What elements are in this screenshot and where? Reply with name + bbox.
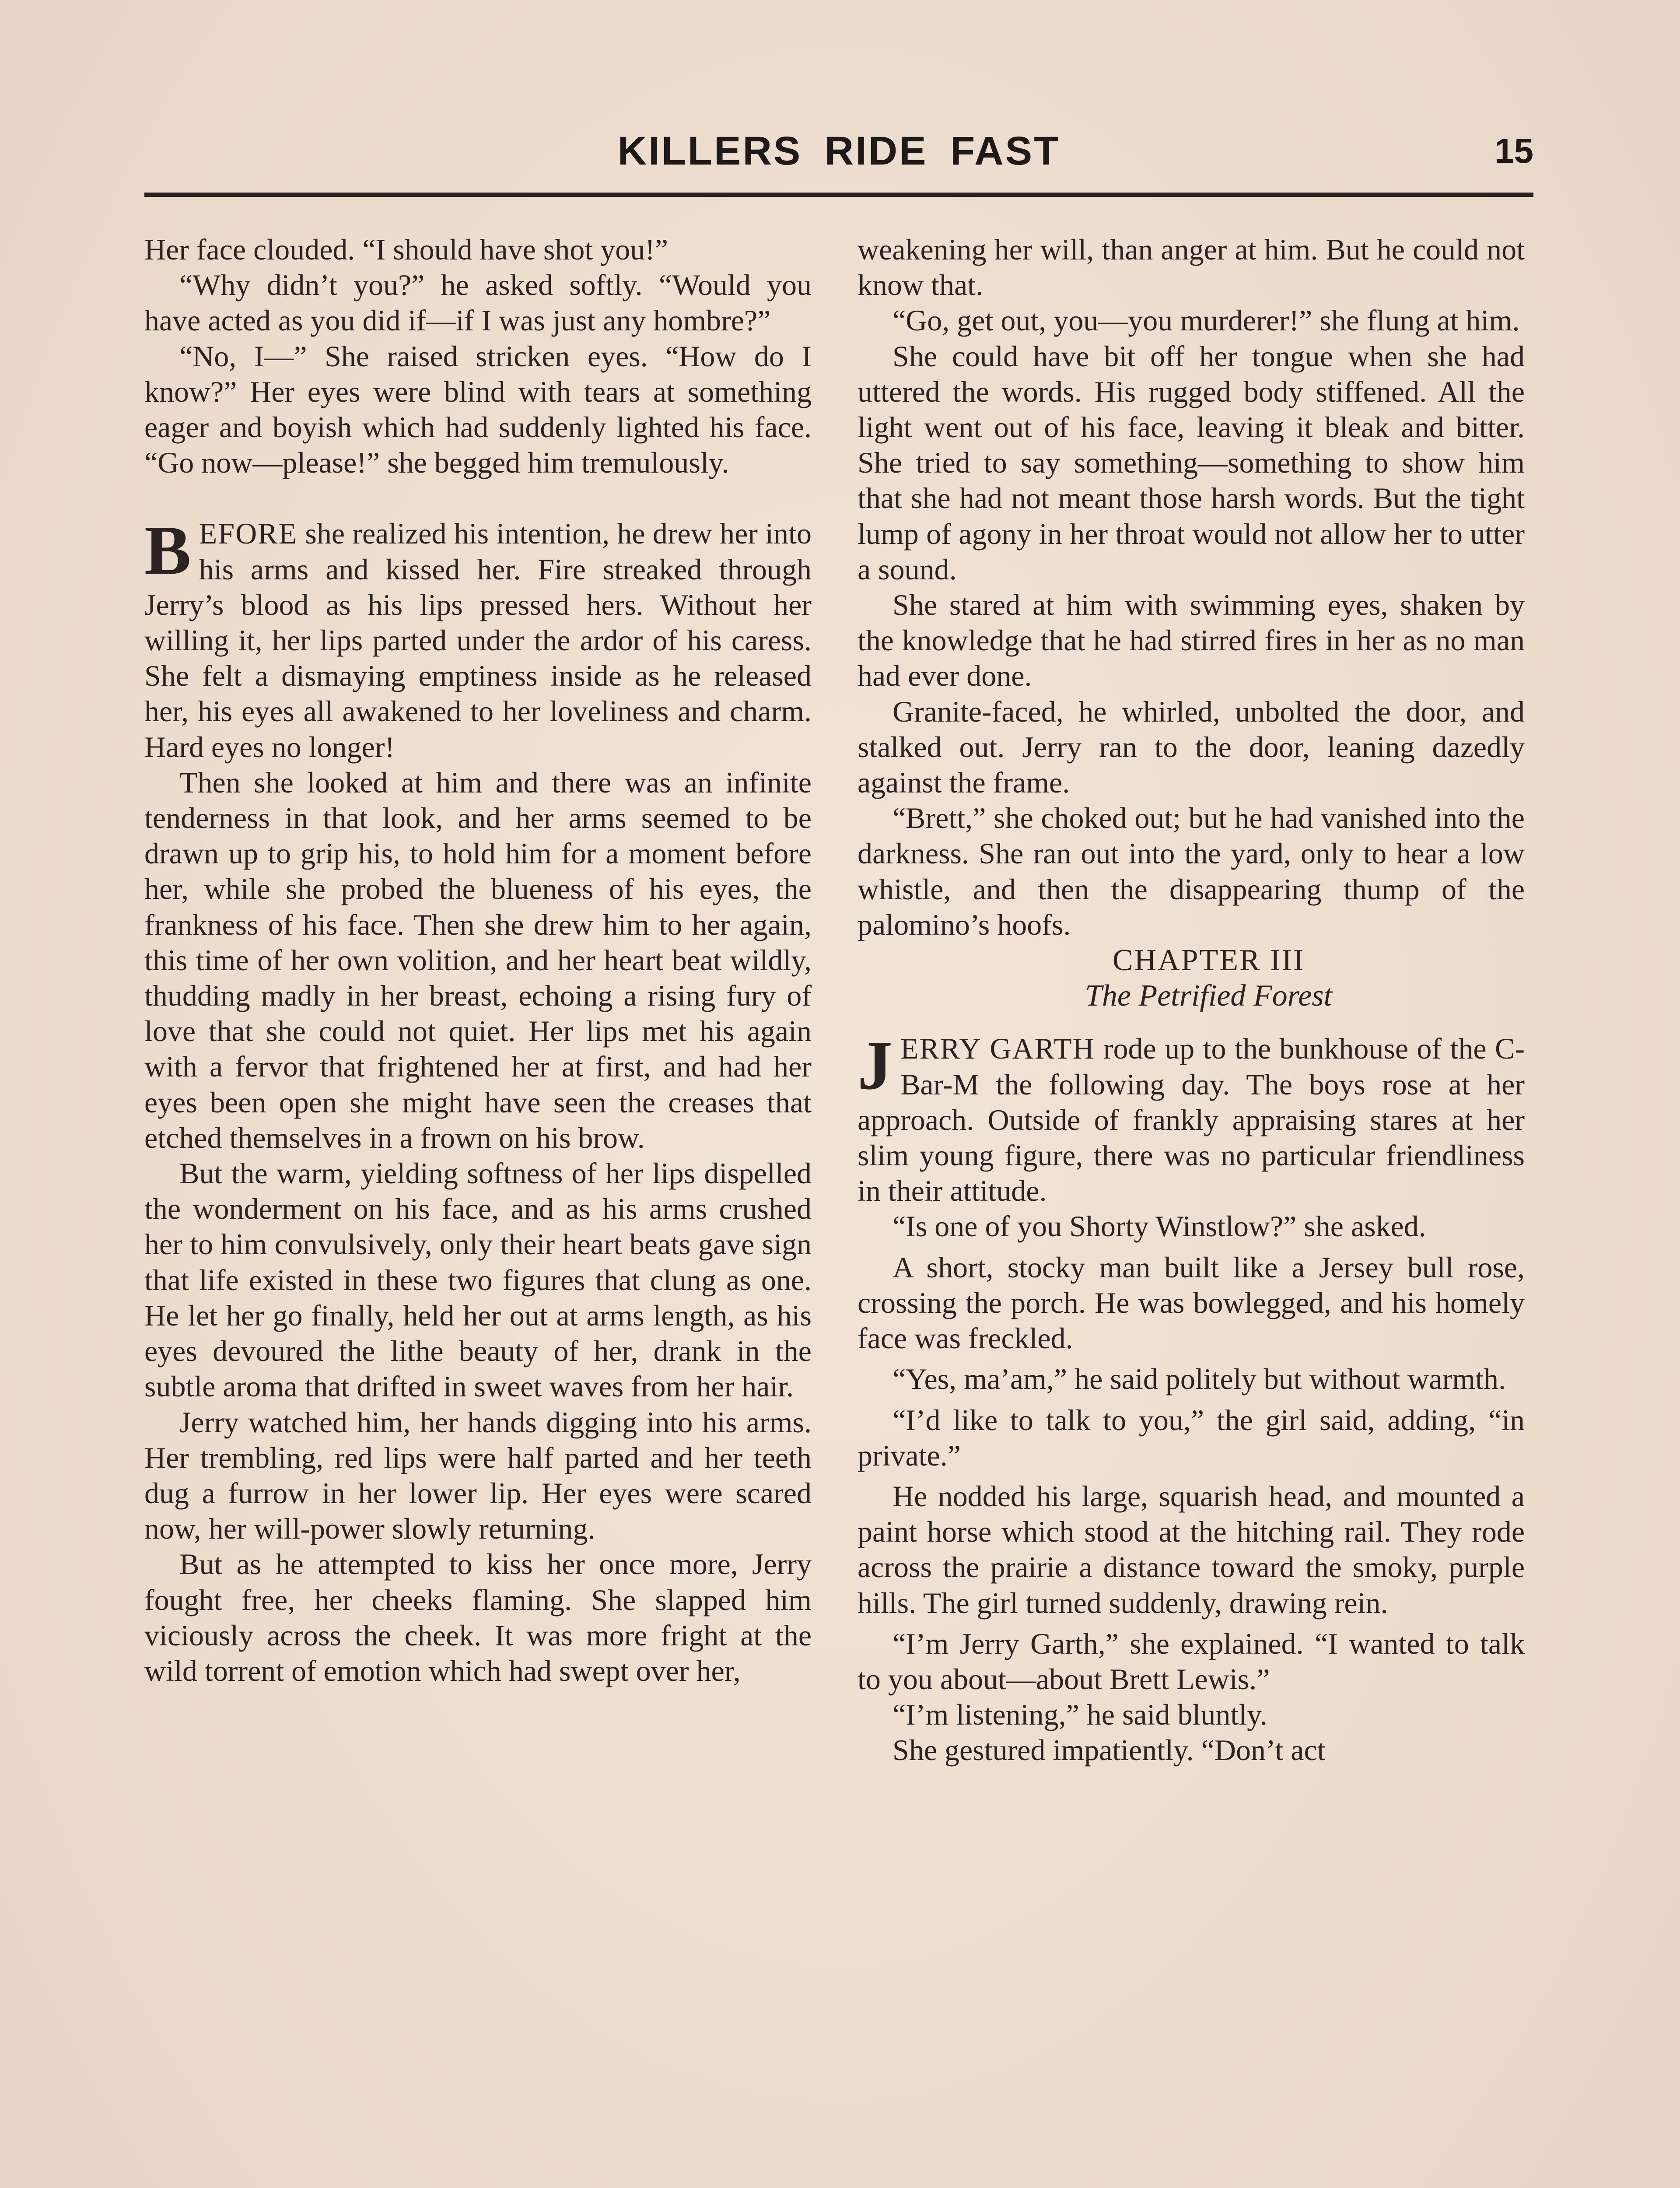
- paragraph: “I’m Jerry Garth,” she explained. “I wanted to talk to you about—about Brett Lewis.”: [858, 1627, 1525, 1696]
- small-caps-lead: EFORE: [199, 517, 298, 551]
- page-number: 15: [1494, 131, 1533, 170]
- paragraph: “I’d like to talk to you,” the girl said, adding, “in private.”: [858, 1403, 1525, 1472]
- paragraph: But as he attempted to kiss her once more, Jerry fought free, her cheeks flaming. She slapped him viciously across the cheek. It was more fright at the wild torrent of emotion which had swept over her,: [144, 1547, 812, 1687]
- left-column: [144, 232, 812, 1689]
- paragraph: “Yes, ma’am,” he said politely but without warmth.: [892, 1362, 1506, 1396]
- paragraph: He nodded his large, squarish head, and mounted a paint horse which stood at the hitching rail. They rode across the prairie a distance toward the smoky, purple hills. The girl turned suddenly, drawing rein.: [858, 1479, 1525, 1620]
- paragraph: “Go, get out, you—you murderer!” she flung at him.: [892, 304, 1520, 337]
- paragraph: “No, I—” She raised stricken eyes. “How do I know?” Her eyes were blind with tears at something eager and boyish which had suddenly lighted his face. “Go now—please!” she begged him tremulously.: [144, 339, 812, 480]
- page-header: [144, 125, 1533, 182]
- small-caps-lead: ERRY GARTH: [900, 1032, 1095, 1066]
- paragraph: Then she looked at him and there was an infinite tenderness in that look, and her arms seemed to be drawn up to grip his, to hold him for a moment before her, while she probed the blueness of his eyes, the frankness of his face. Then she drew him to her again, this time of her own volition, and her heart beat wildly, thudding madly in her breast, echoing a rising fury of love that she could not quiet. Her lips met his again with a fervor that frightened her at first, and had her eyes been open she might have seen the creases that etched themselves in a frown on his brow.: [144, 765, 812, 1154]
- paragraph: “Why didn’t you?” he asked softly. “Would you have acted as you did if—if I was just any hombre?”: [144, 268, 812, 337]
- right-column: [858, 232, 1525, 1768]
- running-title: KILLERS RIDE FAST: [617, 129, 1060, 173]
- paragraph: “Brett,” she choked out; but he had vanished into the darkness. She ran out into the yard, only to hear a low whistle, and then the disappearing thump of the palomino’s hoofs.: [858, 801, 1525, 941]
- header-rule: [144, 193, 1533, 197]
- drop-cap: J: [858, 1026, 892, 1105]
- chapter-heading: CHAPTER III: [1112, 943, 1305, 978]
- paragraph: “Is one of you Shorty Winstlow?” she asked.: [892, 1210, 1426, 1243]
- chapter-subtitle: The Petrified Forest: [1085, 979, 1333, 1013]
- paragraph: “I’m listening,” he said bluntly.: [892, 1698, 1267, 1732]
- paragraph: She could have bit off her tongue when she had uttered the words. His rugged body stiffened. All the light went out of his face, leaving it bleak and bitter. She tried to say something—something to show him that she had not meant those harsh words. But the tight lump of agony in her throat would not allow her to utter a sound.: [858, 339, 1525, 586]
- paragraph: weakening her will, than anger at him. But he could not know that.: [858, 233, 1525, 302]
- paragraph-text: she realized his intention, he drew her into his arms and kissed her. Fire streaked through Jerry’s blood as his lips pressed hers. Without her willing it, her lips parted under the ardor of his caress. She felt a dismaying emptiness inside as he released her, his eyes all awakened to her loveliness and charm. Hard eyes no longer!: [144, 517, 812, 764]
- paragraph: Granite-faced, he whirled, unbolted the door, and stalked out. Jerry ran to the door, leaning dazedly against the frame.: [858, 694, 1525, 799]
- paragraph-text: rode up to the bunkhouse of the C-Bar-M the following day. The boys rose at her approach. Outside of frankly appraising stares at her slim young figure, there was no particular friendliness in their attitude.: [858, 1032, 1525, 1208]
- paragraph: She gestured impatiently. “Don’t act: [892, 1733, 1326, 1767]
- section-paragraph: [858, 1026, 1525, 1209]
- paragraph: But the warm, yielding softness of her lips dispelled the wonderment on his face, and as his arms crushed her to him convulsively, only their heart beats gave sign that life existed in these two figures that clung as one. He let her go finally, held her out at arms length, as his eyes devoured the lithe beauty of her, drank in the subtle aroma that drifted in sweet waves from her hair.: [144, 1157, 812, 1403]
- paragraph: A short, stocky man built like a Jersey bull rose, crossing the porch. He was bowlegged, and his homely face was freckled.: [858, 1250, 1525, 1355]
- drop-cap: B: [144, 511, 191, 589]
- section-paragraph: [144, 511, 812, 764]
- paragraph: Jerry watched him, her hands digging into his arms. Her trembling, red lips were half parted and her teeth dug a furrow in her lower lip. Her eyes were scared now, her will-power slowly returning.: [144, 1405, 812, 1546]
- paragraph: Her face clouded. “I should have shot you!”: [144, 233, 668, 266]
- paragraph: She stared at him with swimming eyes, shaken by the knowledge that he had stirred fires in her as no man had ever done.: [858, 588, 1525, 693]
